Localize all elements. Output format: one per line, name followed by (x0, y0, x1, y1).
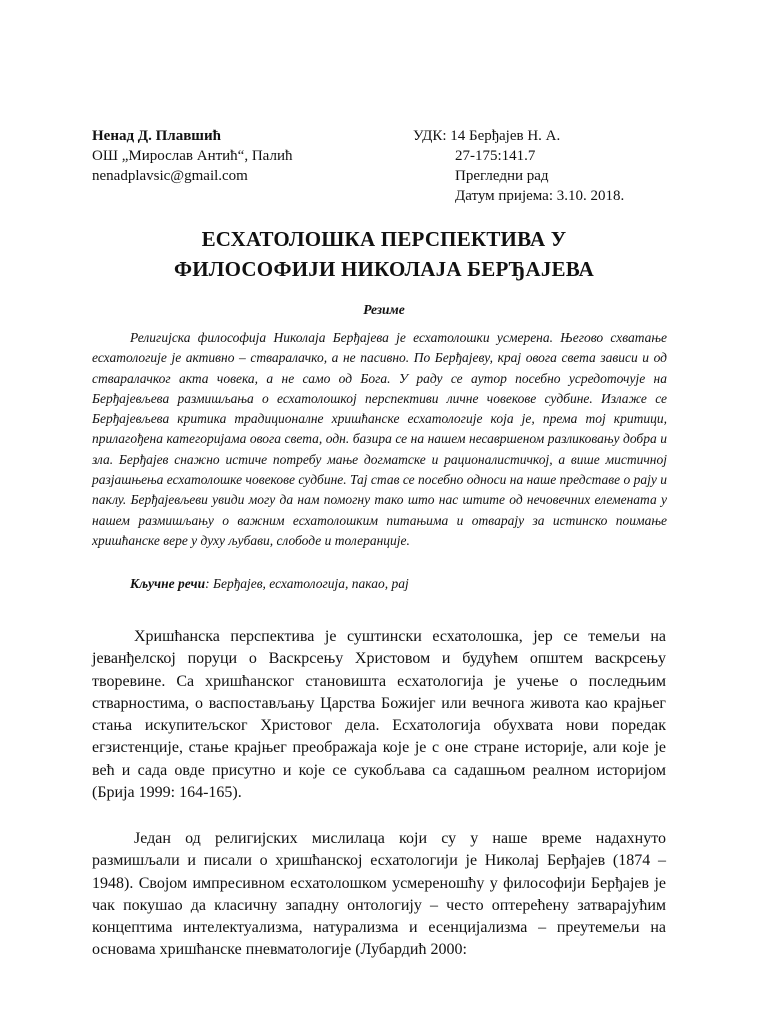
keywords-list: : Берђајев, есхатологија, пакао, рај (205, 576, 409, 591)
author-name: Ненад Д. Плавшић (92, 128, 221, 144)
author-affiliation: ОШ „Мирослав Антић“, Палић (92, 148, 293, 164)
body-paragraph-1: Хришћанска перспектива је суштински есхатолошка, јер се темељи на јеванђелској поруци о Васкрсењу Христовом и будућем општем васкрсењу творевине. Са хришћанског становишта есхатологија је учење о последњим стварностима, о васпостављању Царства Божијег или вечнога живота као крајњег стања искупитељског Христовог дела. Есхатологија обухвата нови поредак егзистенције, стање крајњег преображаја које је с оне стране историје, али које је већ и сада овде присутно и које се сукобљава са садашњом реалном историјом (Брија 1999: 164-165). (92, 628, 666, 802)
paper-title (92, 224, 676, 284)
body-paragraph-2: Један од религијских мислилаца који су у наше време надахнуто размишљали и писали о хришћанској есхатологији је Николај Берђајев (1874 – 1948). Својом импресивном есхатолошком усмереношћу у философији Берђајев је чак покушао да класичну западну онтологију – често оптерећену затварајућим концептима интелектуализма, натурализма и есенцијализма – преутемељи на основама хришћанске пневматологије (Лубардић 2000: (92, 830, 666, 959)
keywords-label: Кључне речи (130, 576, 206, 591)
article-type: Прегледни рад (455, 168, 549, 184)
udk-code: УДК: 14 Берђајев Н. А. (413, 128, 561, 144)
received-date: Датум пријема: 3.10. 2018. (455, 188, 625, 204)
udk-code-continued: 27-175:141.7 (455, 148, 536, 164)
keywords (130, 574, 670, 594)
author-email: nenadplavsic@gmail.com (92, 168, 248, 184)
abstract-text: Религијска философија Николаја Берђајева је есхатолошки усмерена. Његово схватање есхатологије је активно – стваралачко, а не пасивно. По Берђајеву, крај овога света зависи и од стваралачког акта човека, а не само од Бога. У раду се аутор посебно усредоточује на Берђајевљева размишљања о есхатолошкој перспективи личне човекове судбине. Излаже се Берђајевљева критика традиционалне хришћанске есхатологије која је, према тој критици, прилагођена категоријама овога света, одн. базира се на нашем несавршеном разликовању добра и зла. Берђајев снажно истиче потребу мање догматске и рационалистичкој, а више мистичној разјашњења есхатолошке човекове судбине. Тај став се посебно односи на наше представе о рају и паклу. Берђајевљеви увиди могу да нам помогну тако што нас штите од нечовечних елемената у нашем размишљању о важним есхатолошким питањима и отварају за истинско поимање хришћанске вере у духу љубави, слободе и толеранције. (92, 330, 667, 548)
abstract-heading: Резиме (363, 302, 405, 317)
author-block (92, 126, 292, 186)
title-line-2: ФИЛОСОФИЈИ НИКОЛАЈА БЕРЂАЈЕВА (173, 257, 595, 281)
title-line-1: ЕСХАТОЛОШКА ПЕРСПЕКТИВА У (201, 227, 567, 251)
classification-block (413, 126, 624, 206)
